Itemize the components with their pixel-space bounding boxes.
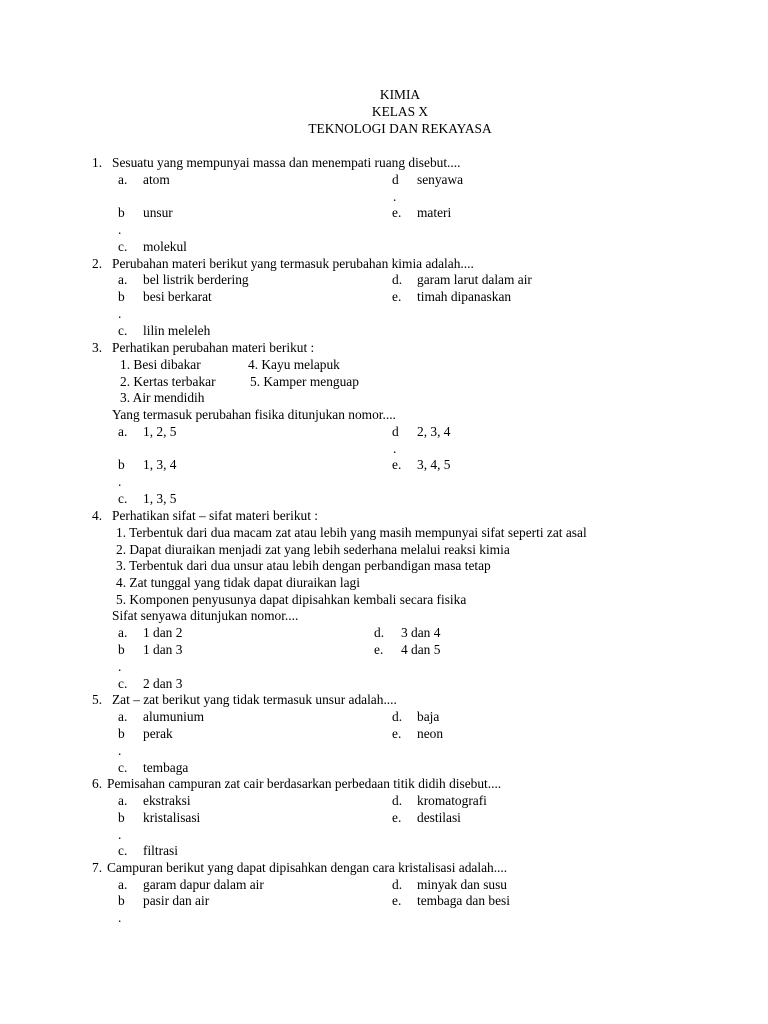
subject-title: KIMIA xyxy=(379,87,421,102)
option-letter: a. xyxy=(118,709,128,724)
option-letter: e. xyxy=(392,810,402,825)
option-letter: e. xyxy=(392,205,402,220)
option-text: neon xyxy=(417,726,444,741)
option-text: timah dipanaskan xyxy=(417,289,512,304)
option-letter: b xyxy=(118,642,125,657)
option-text: tembaga xyxy=(143,760,189,775)
option-letter: a. xyxy=(118,877,128,892)
option-text: kristalisasi xyxy=(143,810,201,825)
question-4-number: 4. xyxy=(92,508,103,523)
option-text: 3, 4, 5 xyxy=(417,457,451,472)
question-5-stem: Zat – zat berikut yang tidak termasuk unsur adalah.... xyxy=(112,692,397,707)
stray-dot: . xyxy=(118,659,122,674)
option-text: filtrasi xyxy=(143,843,178,858)
stray-dot: . xyxy=(393,441,397,456)
option-text: destilasi xyxy=(417,810,461,825)
option-text: 1 dan 2 xyxy=(143,625,183,640)
program-title: TEKNOLOGI DAN REKAYASA xyxy=(308,121,492,136)
stray-dot: . xyxy=(118,827,122,842)
option-text: 1, 3, 5 xyxy=(143,491,177,506)
option-text: 4 dan 5 xyxy=(401,642,441,657)
option-letter: a. xyxy=(118,625,128,640)
option-text: lilin meleleh xyxy=(143,323,211,338)
option-text: perak xyxy=(143,726,173,741)
question-2-number: 2. xyxy=(92,256,103,271)
option-text: tembaga dan besi xyxy=(417,893,510,908)
option-letter: a. xyxy=(118,793,128,808)
list-item: 1. Besi dibakar xyxy=(120,357,201,372)
stray-dot: . xyxy=(118,222,122,237)
list-item: 4. Zat tunggal yang tidak dapat diuraikan lagi xyxy=(116,575,360,590)
option-text: senyawa xyxy=(417,172,464,187)
option-letter: d xyxy=(392,424,399,439)
option-text: 2, 3, 4 xyxy=(417,424,451,439)
option-letter: d. xyxy=(392,793,403,808)
list-item: 2. Kertas terbakar xyxy=(120,374,216,389)
question-7-stem: Campuran berikut yang dapat dipisahkan dengan cara kristalisasi adalah.... xyxy=(107,860,508,875)
stray-dot: . xyxy=(118,306,122,321)
option-letter: d. xyxy=(392,709,403,724)
question-3-prompt: Yang termasuk perubahan fisika ditunjukan nomor.... xyxy=(112,407,396,422)
option-text: bel listrik berdering xyxy=(143,272,249,287)
option-letter: e. xyxy=(392,457,402,472)
option-letter: e. xyxy=(374,642,384,657)
list-item: 1. Terbentuk dari dua macam zat atau lebih yang masih mempunyai sifat seperti zat asal xyxy=(116,525,587,540)
question-6-stem: Pemisahan campuran zat cair berdasarkan perbedaan titik didih disebut.... xyxy=(107,776,502,791)
option-text: 1, 3, 4 xyxy=(143,457,177,472)
stray-dot: . xyxy=(393,189,397,204)
option-text: 2 dan 3 xyxy=(143,676,183,691)
option-letter: e. xyxy=(392,893,402,908)
option-text: atom xyxy=(143,172,170,187)
list-item: 5. Kamper menguap xyxy=(250,374,359,389)
option-letter: c. xyxy=(118,239,128,254)
option-letter: e. xyxy=(392,289,402,304)
stray-dot: . xyxy=(118,743,122,758)
option-letter: c. xyxy=(118,491,128,506)
option-text: 3 dan 4 xyxy=(401,625,441,640)
option-letter: b xyxy=(118,205,125,220)
question-7-number: 7. xyxy=(92,860,103,875)
option-text: unsur xyxy=(143,205,173,220)
option-letter: b xyxy=(118,726,125,741)
option-letter: d. xyxy=(374,625,385,640)
option-text: ekstraksi xyxy=(143,793,191,808)
list-item: 3. Air mendidih xyxy=(120,390,205,405)
option-text: minyak dan susu xyxy=(417,877,508,892)
option-letter: c. xyxy=(118,676,128,691)
option-letter: b xyxy=(118,457,125,472)
option-text: baja xyxy=(417,709,440,724)
option-letter: d xyxy=(392,172,399,187)
option-letter: e. xyxy=(392,726,402,741)
class-title: KELAS X xyxy=(371,104,429,119)
list-item: 3. Terbentuk dari dua unsur atau lebih dengan perbandigan masa tetap xyxy=(116,558,491,573)
option-text: molekul xyxy=(143,239,187,254)
question-1-stem: Sesuatu yang mempunyai massa dan menempati ruang disebut.... xyxy=(112,155,461,170)
option-letter: c. xyxy=(118,323,128,338)
list-item: 4. Kayu melapuk xyxy=(248,357,340,372)
list-item: 2. Dapat diuraikan menjadi zat yang lebih sederhana melalui reaksi kimia xyxy=(116,542,510,557)
option-text: 1, 2, 5 xyxy=(143,424,177,439)
option-letter: b xyxy=(118,289,125,304)
option-letter: a. xyxy=(118,272,128,287)
option-letter: a. xyxy=(118,424,128,439)
stray-dot: . xyxy=(118,910,122,925)
option-text: besi berkarat xyxy=(143,289,212,304)
list-item: 5. Komponen penyusunya dapat dipisahkan kembali secara fisika xyxy=(116,592,467,607)
option-text: alumunium xyxy=(143,709,204,724)
option-letter: c. xyxy=(118,760,128,775)
option-text: pasir dan air xyxy=(143,893,210,908)
option-letter: c. xyxy=(118,843,128,858)
stray-dot: . xyxy=(118,474,122,489)
option-text: garam dapur dalam air xyxy=(143,877,264,892)
question-3-stem: Perhatikan perubahan materi berikut : xyxy=(112,340,315,355)
option-letter: b xyxy=(118,893,125,908)
option-letter: a. xyxy=(118,172,128,187)
question-2-stem: Perubahan materi berikut yang termasuk perubahan kimia adalah.... xyxy=(112,256,474,271)
question-4-prompt: Sifat senyawa ditunjukan nomor.... xyxy=(112,608,299,623)
option-letter: b xyxy=(118,810,125,825)
question-6-number: 6. xyxy=(92,776,103,791)
option-text: garam larut dalam air xyxy=(417,272,532,287)
option-letter: d. xyxy=(392,877,403,892)
option-text: kromatografi xyxy=(417,793,487,808)
question-5-number: 5. xyxy=(92,692,103,707)
option-text: materi xyxy=(417,205,452,220)
question-1-number: 1. xyxy=(92,155,103,170)
option-text: 1 dan 3 xyxy=(143,642,183,657)
option-letter: d. xyxy=(392,272,403,287)
question-3-number: 3. xyxy=(92,340,103,355)
question-4-stem: Perhatikan sifat – sifat materi berikut : xyxy=(112,508,319,523)
